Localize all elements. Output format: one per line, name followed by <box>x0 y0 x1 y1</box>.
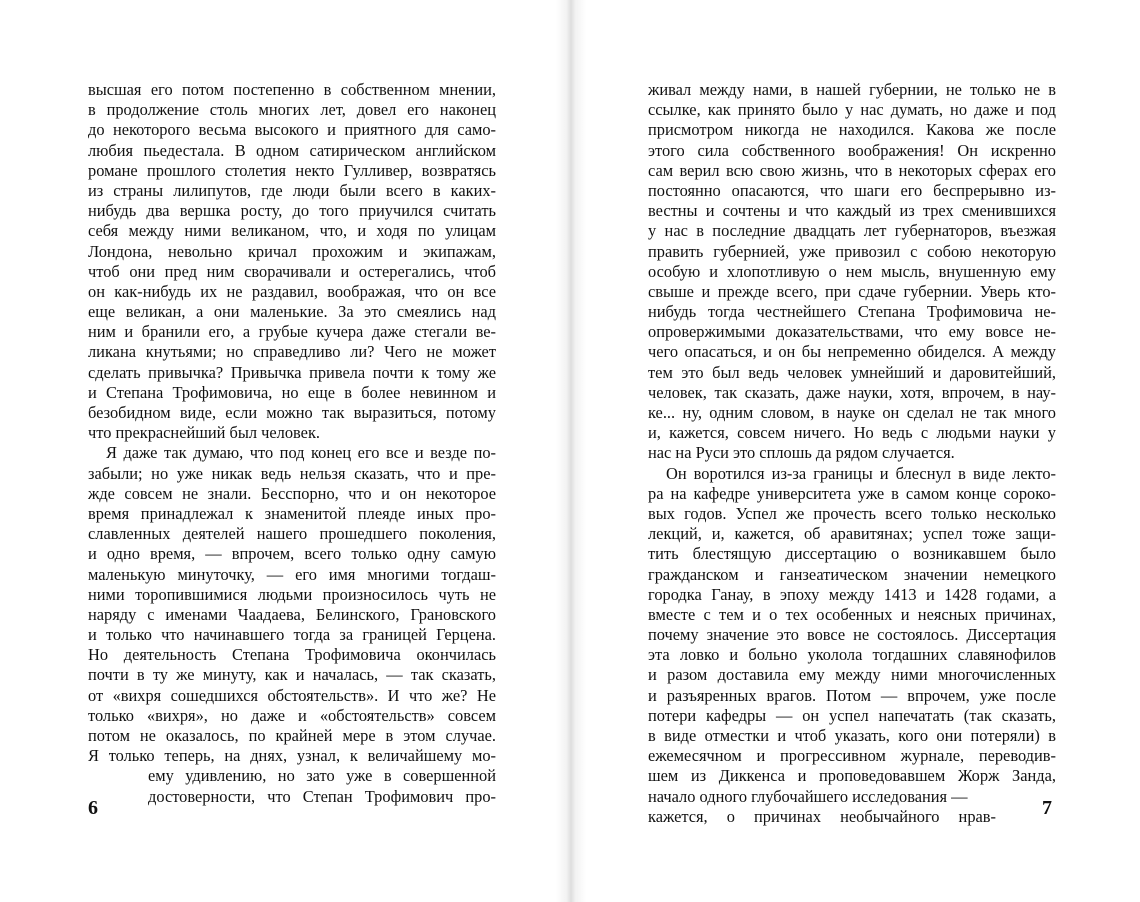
text-line: забыли; но уже никак ведь нельзя сказать, что и пре- <box>88 463 496 483</box>
text-line: чего опасаться, и он бы непременно обиделся. А между <box>648 342 1056 362</box>
text-line: постоянно опасаются, что шаги его беспрерывно из- <box>648 180 1056 200</box>
text-line: время принадлежал к знаменитой плеяде иных про- <box>88 503 496 523</box>
text-line: и одно время, — впрочем, всего только одну самую <box>88 544 496 564</box>
text-line: от «вихря сошедшихся обстоятельств». И что же? Не <box>88 685 496 705</box>
text-line: достоверности, что Степан Трофимович про- <box>148 786 496 806</box>
text-line: любия пьедестала. В одном сатирическом английском <box>88 140 496 160</box>
left-page-number: 6 <box>88 797 98 819</box>
text-line: романе прошлого столетия некто Гулливер, возвратясь <box>88 160 496 180</box>
text-line: нас на Руси это сплошь да рядом случается. <box>648 443 955 463</box>
text-line: ему удивлению, но зато уже в совершенной <box>148 766 496 786</box>
text-line: и разом доставила ему между ними многочисленных <box>648 665 1056 685</box>
text-line: почему значение это вовсе не состоялось. Диссертация <box>648 625 1056 645</box>
text-line: маленькую минуточку, — его имя многими тогдаш- <box>88 564 496 584</box>
right-page-text <box>648 80 1056 827</box>
text-line: нибудь тогда честнейшего Степана Трофимовича не- <box>648 302 1056 322</box>
text-line: наряду с именами Чаадаева, Белинского, Грановского <box>88 604 496 624</box>
text-line: ежемесячном и прогрессивном журнале, переводив- <box>648 746 1056 766</box>
text-line: человек, так сказать, даже науки, хотя, впрочем, в нау- <box>648 382 1056 402</box>
text-line: ке... ну, одним словом, в науке он сделал не так много <box>648 403 1056 422</box>
text-line: начало одного глубочайшего исследования — <box>648 786 968 806</box>
text-line: шем из Диккенса и проповедовавшем Жорж Занда, <box>648 766 1056 786</box>
text-line: безобидном виде, если можно так выразиться, потому <box>88 403 496 422</box>
left-page-text <box>88 80 496 807</box>
text-line: Я только теперь, на днях, узнал, к величайшему мо- <box>88 746 496 766</box>
book-gutter-shadow <box>556 0 586 902</box>
text-line: Но деятельность Степана Трофимовича окончилась <box>88 645 496 665</box>
text-line: и только что начинавшего тогда за границей Герцена. <box>88 625 496 645</box>
text-line: ним и бранили его, а грубые кучера даже стегали ве- <box>88 322 496 342</box>
text-line: ликана кнутьями; но справедливо ли? Чего не может <box>88 342 496 362</box>
text-line: кажется, о причинах необычайного нрав- <box>648 806 996 826</box>
text-line: ними торопившимися людьми произносилось чуть не <box>88 584 496 604</box>
text-line: ссылке, как принято было у нас думать, но даже и под <box>648 100 1056 120</box>
text-line: ра на кафедре университета уже в самом конце сороко- <box>648 483 1056 503</box>
text-line: гражданском и ганзеатическом значении немецкого <box>648 564 1056 584</box>
text-line: вых годов. Успел же прочесть всего только несколько <box>648 503 1056 523</box>
text-line: этого сила собственного воображения! Он искренно <box>648 140 1056 160</box>
text-line: до некоторого весьма высокого и приятного для само- <box>88 120 496 140</box>
text-line: что прекраснейший был человек. <box>88 423 321 443</box>
text-line: себя между ними великаном, что, и ходя по улицам <box>88 221 496 241</box>
text-line: Я даже так думаю, что под конец его все и везде по- <box>106 443 496 463</box>
text-line: опровержимыми доказательствами, что ему вовсе не- <box>648 322 1056 342</box>
text-line: вестны и сочтены и что каждый из трех сменившихся <box>648 201 1056 221</box>
text-line: свыше и прежде всего, при сдаче губернии. Уверь кто- <box>648 281 1056 301</box>
text-line: в продолжение столь многих лет, довел его наконец <box>88 100 496 120</box>
right-page <box>570 0 1140 902</box>
text-line: славленных деятелей нашего прошедшего поколения, <box>88 524 496 544</box>
text-line: сам верил всю свою жизнь, что в некоторых сферах его <box>648 160 1056 180</box>
text-line: он как-нибудь их не раздавил, воображая, что он все <box>88 281 496 301</box>
text-line: нибудь два вершка росту, до того приучился считать <box>88 201 496 221</box>
text-line: и Степана Трофимовича, но еще в более невинном и <box>88 382 496 402</box>
text-line: почти в ту же минуту, как и началась, — так сказать, <box>88 665 496 685</box>
text-line: чтоб они пред ним сворачивали и остерегались, чтоб <box>88 261 496 281</box>
text-line: потери кафедры — он успел напечатать (так сказать, <box>648 705 1056 725</box>
text-line: и, кажется, совсем ничего. Но ведь с людьми науки у <box>648 423 1056 443</box>
text-line: из страны лилипутов, где люди были всего в каких- <box>88 180 496 200</box>
text-line: у нас в последние двадцать лет губернаторов, въезжая <box>648 221 1056 241</box>
text-line: присмотром никогда не находился. Какова же после <box>648 120 1056 140</box>
text-line: еще великан, а они маленькие. За это смеялись над <box>88 302 496 322</box>
text-line: в виде отместки и чтоб указать, кого они потеряли) в <box>648 726 1056 745</box>
right-page-number: 7 <box>1042 797 1052 819</box>
text-line: жде совсем не знали. Бесспорно, что и он некоторое <box>88 483 496 503</box>
text-line: тем это был ведь человек умнейший и даровитейший, <box>648 362 1056 382</box>
text-line: городка Ганау, в эпоху между 1413 и 1428 годами, а <box>648 584 1056 604</box>
text-line: тить блестящую диссертацию о возникавшем было <box>648 544 1056 564</box>
text-line: потом не оказалось, по крайней мере в этом случае. <box>88 726 496 745</box>
text-line: особую и хлопотливую о нем мысль, внушенную ему <box>648 261 1056 281</box>
text-line: эта ловко и больно уколола тогдашних славянофилов <box>648 645 1056 665</box>
text-line: только «вихря», но даже и «обстоятельств» совсем <box>88 705 496 725</box>
text-line: лекций, и, кажется, об аравитянах; успел тоже защи- <box>648 524 1056 544</box>
text-line: живал между нами, в нашей губернии, не только не в <box>648 80 1056 99</box>
text-line: и разъяренных врагов. Потом — впрочем, уже после <box>648 685 1056 705</box>
text-line: вместе с тем и о тех особенных и неясных причинах, <box>648 604 1056 624</box>
text-line: высшая его потом постепенно в собственном мнении, <box>88 80 496 99</box>
text-line: править губернией, уже привозил с собою некоторую <box>648 241 1056 261</box>
text-line: Он воротился из-за границы и блеснул в виде лекто- <box>666 463 1056 483</box>
text-line: сделать привычка? Привычка привела почти к тому же <box>88 362 496 382</box>
text-line: Лондона, невольно кричал прохожим и экипажам, <box>88 241 496 261</box>
